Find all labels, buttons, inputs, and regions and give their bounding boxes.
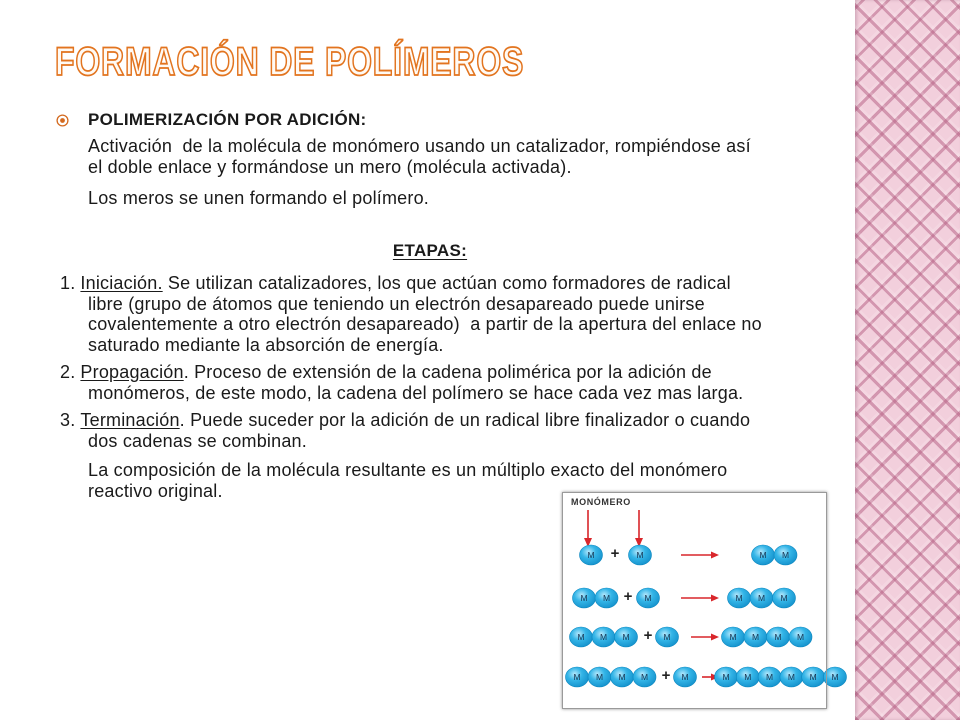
stage-text: . Proceso de extensión de la cadena polimérica por la adición de bbox=[183, 362, 712, 382]
monomer-symbol: M bbox=[729, 632, 737, 642]
stage-number: 1. bbox=[60, 273, 76, 293]
monomer-symbol: M bbox=[602, 593, 611, 603]
stage-number: 3. bbox=[60, 410, 76, 430]
stage-term: Iniciación. bbox=[80, 273, 163, 293]
plus-sign: + bbox=[610, 545, 620, 562]
reaction-arrow-head bbox=[711, 634, 719, 641]
stage-term: Propagación bbox=[80, 362, 184, 382]
stage-propagation bbox=[60, 362, 743, 403]
stage-text: . Puede suceder por la adición de un radical libre finalizador o cuando bbox=[179, 410, 751, 430]
plus-sign: + bbox=[623, 588, 633, 605]
stage-first-line bbox=[60, 410, 750, 431]
monomer-symbol: M bbox=[573, 672, 581, 682]
plus-sign: + bbox=[661, 667, 671, 684]
intro-paragraph bbox=[88, 136, 751, 177]
intro-line: Activación de la molécula de monómero usando un catalizador, rompiéndose así bbox=[88, 136, 751, 156]
intro-2-line: Los meros se unen formando el polímero. bbox=[88, 188, 429, 208]
monomer-symbol: M bbox=[640, 672, 649, 682]
monomer-symbol: M bbox=[622, 632, 630, 642]
stage-first-line bbox=[60, 273, 762, 294]
stage-term: Terminación bbox=[80, 410, 180, 430]
monomer-symbol: M bbox=[587, 550, 595, 560]
monomer-symbol: M bbox=[774, 632, 782, 642]
monomer-symbol: M bbox=[759, 550, 767, 560]
section-heading: POLIMERIZACIÓN POR ADICIÓN: bbox=[88, 110, 367, 129]
circled-dot-bullet-icon bbox=[56, 114, 69, 127]
polymerization-diagram-svg bbox=[563, 493, 839, 708]
monomer-symbol: M bbox=[595, 672, 604, 682]
stage-termination bbox=[60, 410, 750, 451]
monomer-symbol: M bbox=[766, 672, 774, 682]
polymerization-diagram bbox=[563, 493, 839, 708]
monomer-symbol: M bbox=[618, 672, 626, 682]
stage-line: dos cadenas se combinan. bbox=[88, 430, 307, 451]
plus-sign: + bbox=[643, 627, 653, 644]
monomer-symbol: M bbox=[809, 672, 817, 682]
monomer-symbol: M bbox=[781, 550, 790, 560]
reaction-arrow-head bbox=[711, 595, 719, 602]
monomer-symbol: M bbox=[577, 632, 585, 642]
stage-text: Se utilizan catalizadores, los que actúan como formadores de radical bbox=[162, 273, 731, 293]
monomer-symbol: M bbox=[681, 672, 689, 682]
monomer-symbol: M bbox=[644, 593, 652, 603]
reaction-arrow-head bbox=[711, 552, 719, 559]
stage-line: libre (grupo de átomos que teniendo un electrón desapareado puede unirse bbox=[88, 293, 705, 314]
stage-line: covalentemente a otro electrón desapareado) a partir de la apertura del enlace no bbox=[88, 314, 762, 334]
intro-line: el doble enlace y formándose un mero (molécula activada). bbox=[88, 156, 572, 177]
stage-number: 2. bbox=[60, 362, 76, 382]
conclusion-line: La composición de la molécula resultante es un múltiplo exacto del monómero bbox=[88, 460, 728, 480]
monomer-symbol: M bbox=[787, 672, 795, 682]
monomer-symbol: M bbox=[599, 632, 608, 642]
monomer-symbol: M bbox=[744, 672, 752, 682]
monomer-symbol: M bbox=[780, 593, 788, 603]
monomer-symbol: M bbox=[722, 672, 730, 682]
stage-line: saturado mediante la absorción de energía. bbox=[88, 334, 444, 355]
stage-first-line bbox=[60, 362, 743, 383]
monomer-symbol: M bbox=[735, 593, 743, 603]
stage-initiation bbox=[60, 273, 762, 355]
monomer-symbol: M bbox=[831, 672, 839, 682]
stage-line: monómeros, de este modo, la cadena del polímero se hace cada vez mas larga. bbox=[88, 382, 744, 403]
monomer-caption: MONÓMERO bbox=[571, 497, 631, 507]
monomer-symbol: M bbox=[751, 632, 760, 642]
stages-heading: ETAPAS: bbox=[392, 241, 468, 260]
slide-title: FORMACIÓN DE POLÍMEROS bbox=[55, 40, 525, 84]
monomer-symbol: M bbox=[580, 593, 588, 603]
monomer-symbol: M bbox=[663, 632, 671, 642]
monomer-symbol: M bbox=[757, 593, 766, 603]
conclusion-line: reactivo original. bbox=[88, 480, 223, 501]
decorative-pattern-strip bbox=[855, 0, 960, 720]
monomer-symbol: M bbox=[796, 632, 805, 642]
monomer-symbol: M bbox=[636, 550, 644, 560]
intro-paragraph-2 bbox=[88, 188, 429, 209]
